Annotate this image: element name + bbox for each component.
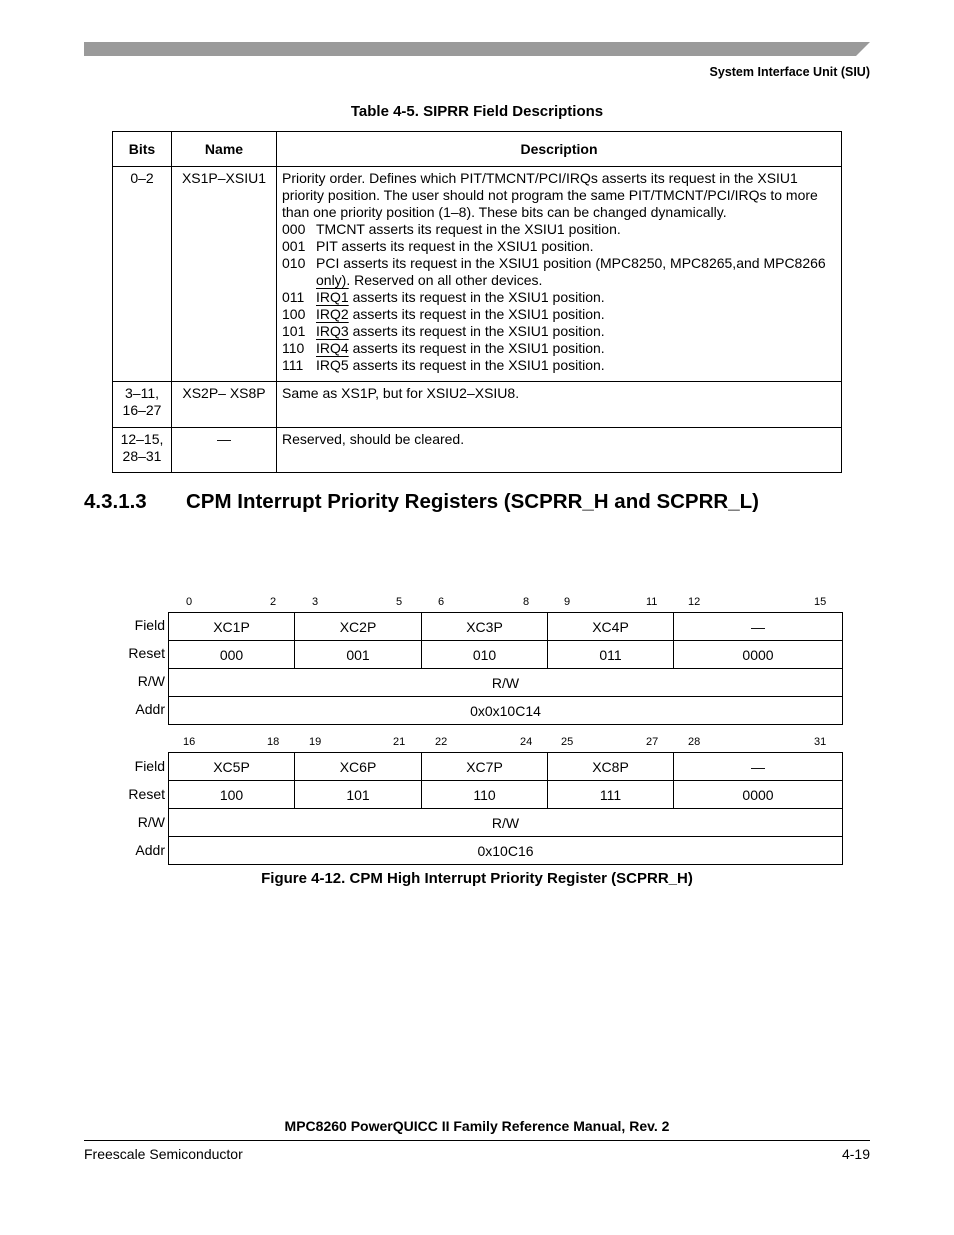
header-bar [84,42,870,56]
signal-name: IRQ2 [316,306,349,322]
row-label-rw: R/W [137,673,165,689]
bit-number: 22 [435,736,448,748]
row-label-field: Field [134,617,165,633]
rw-cell: R/W [168,668,843,697]
cell-name: XS1P–XSIU1 [172,167,277,382]
table-caption: Table 4-5. SIPRR Field Descriptions [350,103,604,120]
row-label-reset: Reset [128,645,165,661]
signal-name: IRQ1 [316,289,349,305]
page-number: 4-19 [841,1146,870,1162]
cell-bits: 0–2 [113,167,172,382]
reset-cell: 100 [168,780,295,809]
row-label-addr: Addr [135,701,165,717]
row-label-reset: Reset [128,786,165,802]
reset-cell: 110 [421,780,548,809]
section-title: CPM Interrupt Priority Registers (SCPRR_H and SCPRR_L) [186,490,759,513]
reset-cell: 000 [168,640,295,669]
field-cell: — [673,612,843,641]
description-intro: Priority order. Defines which PIT/TMCNT/PCI/IRQs asserts its request in the XSIU1 priority position. The user should not program the same PIT/TMCNT/PCI/IRQs to more than one priority position (1–8). These bits can be changed dynamically. [282,170,818,220]
field-cell: XC3P [421,612,548,641]
reset-cell: 0000 [673,640,843,669]
list-item: 100 IRQ2 asserts its request in the XSIU1 position. [282,306,605,322]
table-row [113,167,842,382]
cell-name: XS2P– XS8P [172,382,277,428]
field-cell: XC1P [168,612,295,641]
bit-number: 5 [396,596,403,608]
reset-cell: 011 [547,640,674,669]
field-cell: XC8P [547,752,674,781]
section-heading [84,490,759,514]
bit-number: 3 [312,596,319,608]
header-description: Description [277,132,842,167]
field-cell: XC6P [294,752,422,781]
table-row [113,382,842,428]
running-header: System Interface Unit (SIU) [709,65,870,79]
field-cell: XC4P [547,612,674,641]
footer-company: Freescale Semiconductor [84,1146,243,1162]
bit-number: 24 [520,736,533,748]
signal-name: IRQ3 [316,323,349,339]
list-item: 101 IRQ3 asserts its request in the XSIU1 position. [282,323,605,339]
reset-cell: 001 [294,640,422,669]
cell-description [277,167,842,382]
bit-number: 16 [183,736,196,748]
bit-number: 28 [688,736,701,748]
field-cell: XC7P [421,752,548,781]
reset-cell: 111 [547,780,674,809]
cell-bits: 3–11, 16–27 [113,382,172,428]
row-label-addr: Addr [135,842,165,858]
field-cell: — [673,752,843,781]
list-item: 001 PIT asserts its request in the XSIU1 position. [282,238,594,254]
bit-number: 19 [309,736,322,748]
list-item: 110 IRQ4 asserts its request in the XSIU1 position. [282,340,605,356]
bit-number: 15 [814,596,827,608]
figure-caption: Figure 4-12. CPM High Interrupt Priority Register (SCPRR_H) [261,870,693,887]
field-cell: XC5P [168,752,295,781]
section-number: 4.3.1.3 [84,490,147,513]
bit-number: 12 [688,596,701,608]
bit-number: 9 [564,596,571,608]
siprr-table [112,131,842,473]
addr-cell: 0x0x10C14 [168,696,843,725]
footer-divider [84,1140,870,1141]
bit-number: 18 [267,736,280,748]
reset-cell: 010 [421,640,548,669]
cell-description: Reserved, should be cleared. [277,428,842,473]
footer-title: MPC8260 PowerQUICC II Family Reference Manual, Rev. 2 [284,1118,670,1134]
signal-name: IRQ5 [316,357,349,373]
reset-cell: 0000 [673,780,843,809]
rw-cell: R/W [168,808,843,837]
bit-number: 25 [561,736,574,748]
bit-number: 2 [270,596,277,608]
cell-bits: 12–15, 28–31 [113,428,172,473]
addr-cell: 0x10C16 [168,836,843,865]
list-item: 111 IRQ5 asserts its request in the XSIU1 position. [282,357,605,373]
bit-number: 31 [814,736,827,748]
cell-name: — [172,428,277,473]
bit-number: 11 [646,596,658,608]
field-cell: XC2P [294,612,422,641]
list-item: 011 IRQ1 asserts its request in the XSIU1 position. [282,289,605,305]
signal-name: IRQ4 [316,340,349,356]
bit-number: 21 [393,736,406,748]
bit-number: 6 [438,596,445,608]
list-item: 000 TMCNT asserts its request in the XSIU1 position. [282,221,621,237]
bit-number: 0 [186,596,193,608]
list-item: 010 PCI asserts its request in the XSIU1 position (MPC8250, MPC8265,and MPC8266 only). Reserved on all other devices. [282,255,826,288]
table-row [113,428,842,473]
table-header-row [113,132,842,167]
header-name: Name [172,132,277,167]
header-bits: Bits [113,132,172,167]
reset-cell: 101 [294,780,422,809]
bit-number: 8 [523,596,530,608]
bit-number: 27 [646,736,659,748]
row-label-rw: R/W [137,814,165,830]
cell-description: Same as XS1P, but for XSIU2–XSIU8. [277,382,842,428]
row-label-field: Field [134,758,165,774]
